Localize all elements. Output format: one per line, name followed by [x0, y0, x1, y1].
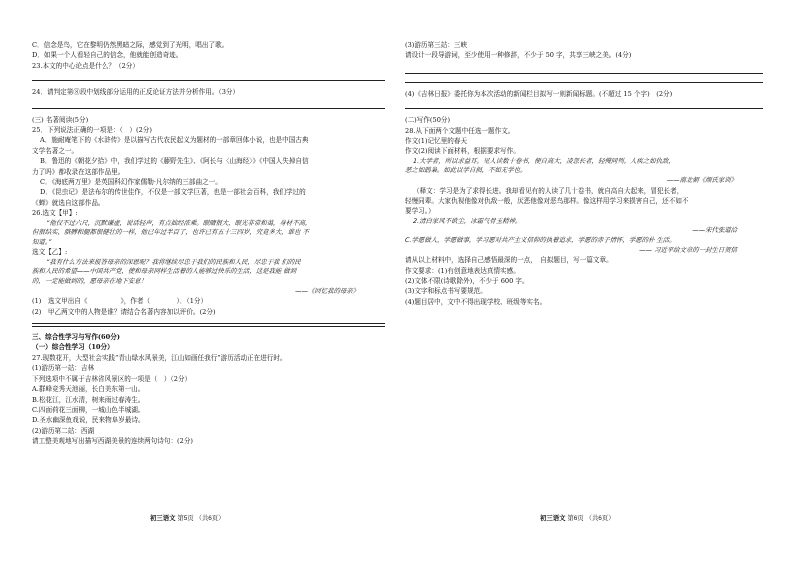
question-28: 28.从下面两个文题中任选一题作文。: [405, 126, 515, 135]
option-d: D．如果一个人看轻自己的信念，他就能创造奇迹。: [32, 51, 183, 60]
essay-requirement: 作文要求：(1)有创意地表达真情实感。: [405, 266, 520, 275]
footer-page-number: 第6页: [567, 515, 584, 522]
section-sub-heading: （一）综合性学习（10分）: [32, 343, 114, 352]
section-3-heading: (三) 名著阅读(5分): [32, 115, 89, 124]
material-1-note: （释文：学习是为了求得长进。我却看见有的人读了几十卷书，就自高自大起来，冒犯长者，: [413, 186, 684, 195]
section-big-heading: 三、综合性学习与写作(60分): [32, 333, 120, 342]
passage-jia-line: 知道。”: [31, 237, 52, 246]
footer-left: [150, 513, 225, 522]
footer-right: [540, 513, 615, 522]
question-26: 26.选文【甲】:: [32, 209, 78, 218]
q25-option-a: A．施耐庵笔下的《水浒传》是以描写古代农民起义为题材的一部章回体小说，也是中国古典: [40, 136, 309, 145]
footer-subject: 初三语文: [540, 515, 566, 522]
passage-yi-line: 的，一定能做到的，愿母亲在地下安息！: [31, 277, 148, 286]
material-1-note: 轻慢同辈。大家仇视他像对仇敌一般，厌恶他像对恶鸟那样。像这样用学习来损害自己，还不如不: [405, 197, 689, 206]
q25-option-b-cont: 力了吗》都收录在这部作品里。: [32, 167, 125, 176]
question-25: 25．下列说法正确的一项是：（ ）(2分): [32, 126, 152, 135]
q26-sub-2: (2) 甲乙两文中的人物是谁？请结合名著内容加以评价。(2分): [32, 307, 216, 316]
question-23: 23.本文的中心论点是什么？（2分）: [32, 61, 139, 70]
q27-stop-3: (3)游历第三站：三峡: [405, 41, 468, 49]
essay-requirement: (3)文字和标点书写要规范。: [405, 287, 487, 296]
answer-line: [32, 80, 385, 81]
left-page: [32, 40, 385, 447]
q26-sub-1: (1) 选文甲出自《 》，作者（ ）．（1分）: [32, 297, 208, 306]
footer-page-total: （共6页）: [195, 515, 225, 522]
footer-subject: 初三语文: [150, 515, 176, 522]
writing-heading: (二)写作(50分): [405, 116, 451, 125]
passage-jia-line: 但很结实，胳膊和腿都很健壮的一样，他已年过半百了，也许已有五十三四岁，究竟多大，谁也 不: [31, 228, 310, 237]
passage-jia-line: “他仅不过六尺，沉默谦虚，说话轻声，有点拙经浓乘。眼睛很大，眼光非常和蔼，身材不高，: [45, 218, 312, 227]
q27-option-c: C.四面荷花三面柳，一城山色半城湖。: [32, 405, 145, 414]
answer-line: [405, 82, 763, 83]
q27-stop-3-task: 请设计一段导游词，至少使用一种修辞，不少于 50 字，共享三峡之美。(4分): [405, 51, 632, 60]
material-3: C.学愿做人，学愿做事，学习愿对共产主义信仰的执着追求，学愿的赤子情怀，学愿的朴 生活。: [404, 236, 676, 245]
q27-stop-2: (2)游历第二站：西湖: [32, 426, 95, 435]
q25-option-a-cont: 文学名著之一。: [32, 146, 79, 155]
q27-sub-4: (4)《吉林日报》委托你为本次活动的新闻栏目拟写一则新闻标题。(不超过 15 个字) (2分): [405, 89, 673, 98]
material-3-source: —— 习近平给文章的一封生日贺信: [638, 245, 738, 254]
q25-option-b: B．鲁迅的《朝花夕拾》中，我们学过的《藤野先生》、《阿长与〈山海经〉》《中国人失掉自信: [40, 157, 309, 166]
question-27: 27.现数花开，大型社会实践“青山绿水风景美，江山如画任我行”游历活动正在进行时。: [32, 353, 287, 362]
essay-instruction: 请从以上材料中，选择自己感悟最深的一点， 自拟题目，写一篇文章。: [405, 256, 613, 265]
passage-yi-label: 选文【乙】:: [32, 248, 68, 257]
material-2: 2.清白家风不欲尘，冰霜气骨玉精神。: [412, 216, 522, 225]
passage-yi-line: “我有什么方法来报答母亲的深恩呢？我将继续尽忠于我们的民族和人民，尽忠于我 们的民: [45, 257, 301, 266]
q27-option-b: B.松花江，江水清，树来雨过春涛生。: [32, 395, 145, 404]
answer-line: [405, 108, 763, 109]
essay-option-1: 作文(1)记忆里的春天: [405, 137, 468, 146]
material-2-source: ——宋代张道洽: [692, 226, 738, 235]
essay-option-2: 作文(2)阅读下面材料，根据要求写作。: [405, 147, 520, 156]
q27-option-a: A.群峰竞秀天池丽，长白美东第一山。: [32, 385, 145, 394]
answer-line: [405, 73, 763, 74]
passage-yi-line: 族和人民的希望——中国共产党，使和母亲同样生活着的人能够过快乐的生活，这是我能 做到: [31, 267, 297, 276]
answer-line: [32, 108, 385, 109]
material-1-source: ——南北朝《颜氏家训》: [666, 176, 738, 185]
material-1-line: 1.大学者，所以求益耳。见人读数十卷书，便自高大，凌忽长者，轻慢同列。人疾之如仇敌，: [412, 156, 676, 165]
material-1-note: 要学习。）: [405, 207, 435, 216]
essay-requirement: (4)题目居中，文中不得出现学校、班级等实名。: [405, 297, 547, 306]
question-24: 24．请判定第⑧段中划线部分运用的正反论证方法并分析作用。（3分）: [32, 88, 240, 97]
footer-page-total: （共6页）: [585, 515, 615, 522]
passage-yi-source: ——《回忆我的母亲》: [294, 286, 360, 295]
q27-stop-1: (1)游历第一站：吉林: [32, 364, 95, 373]
q25-option-c: C．《海底两万里》是英国科幻作家儒勒·凡尔纳的三部曲之一。: [40, 178, 222, 187]
right-page: [405, 40, 763, 307]
q25-option-d-cont: 《蝉》就选自这部作品。: [32, 198, 105, 207]
q27-stop-1-task: 下列选项中不属于吉林省风景区的一项是（ ）（2分）: [32, 374, 192, 383]
essay-requirement: (2)文体不限(诗歌除外)，不少于 600 字。: [405, 277, 529, 286]
material-1-line: 恶之如鸱枭。如此以学自损，不如无学也。: [404, 166, 527, 175]
q25-option-d: D．《昆虫记》是法布尔的传世佳作，不仅是一部文学巨著，也是一部社会百科，我们学过的: [40, 188, 306, 197]
section-divider: [32, 323, 385, 327]
option-c: C．信念是鸟，它在黎明仍然黑暗之际，感觉到了光明，唱出了歌。: [32, 41, 229, 49]
q27-option-d: D.圣水幽深鱼戏说，民来物阜岁最诗。: [32, 416, 145, 425]
footer-page-number: 第5页: [177, 515, 194, 522]
q27-stop-2-task: 请工整美观地写出描写西湖美景的连续两句诗句：(2分): [32, 437, 193, 446]
